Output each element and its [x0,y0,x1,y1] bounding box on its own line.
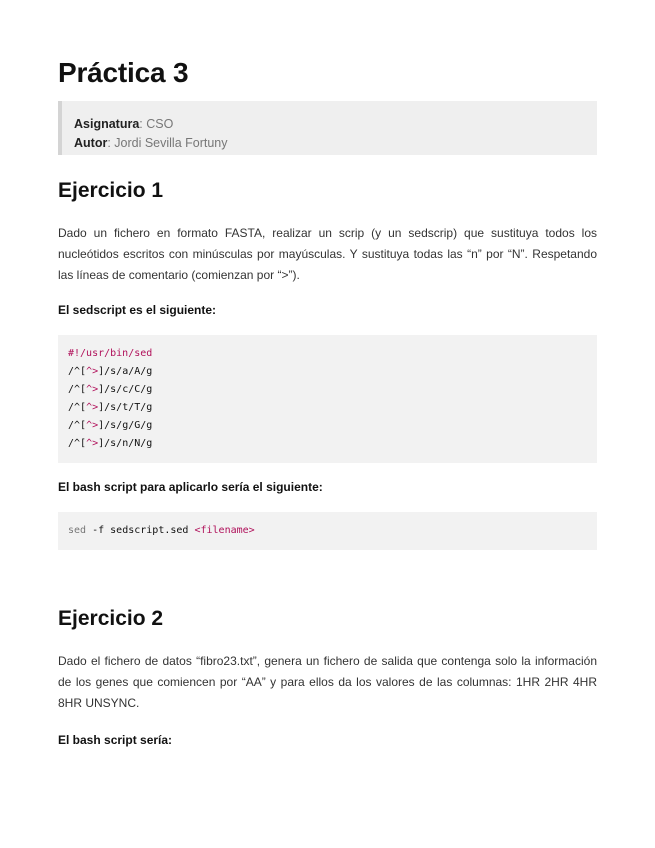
author-label: Autor [74,136,108,150]
bash-file: sedscript.sed [110,525,189,536]
bash-flag: -f [86,525,111,536]
subject-value: : CSO [139,117,174,131]
exercise2-description: Dado el fichero de datos “fibro23.txt”, genera un fichero de salida que contenga solo la información de los genes que comiencen por “AA” y para ellos da los valores de las columnas: 1HR 2HR 4HR 8HR UNSYNC. [58,654,597,710]
bash-script-label: El bash script para aplicarlo sería el siguiente: [58,480,323,494]
exercise2-bash-label: El bash script sería: [58,733,173,747]
subject-line [74,115,585,134]
exercise2-heading: Ejercicio 2 [58,607,164,630]
sedscript-line: /^[^>]/s/g/G/g [68,420,153,431]
exercise1-description: Dado un fichero en formato FASTA, realizar un scrip (y un sedscrip) que sustituya todos los nucleótidos escritos con minúsculas por mayúsculas. Y sustituya todas las “n” por “N”. Respetando las líneas de comentario (comienzan por “>”). [58,226,597,282]
sedscript-line: /^[^>]/s/n/N/g [68,438,153,449]
page-title: Práctica 3 [58,57,189,88]
subject-label: Asignatura [74,117,140,131]
metadata-block [58,101,597,155]
author-value: : Jordi Sevilla Fortuny [107,136,228,150]
sedscript-line: /^[^>]/s/t/T/g [68,402,153,413]
exercise1-heading: Ejercicio 1 [58,179,164,202]
bash-argument: <filename> [194,525,255,536]
sedscript-shebang: #!/usr/bin/sed [68,348,153,359]
sedscript-line: /^[^>]/s/c/C/g [68,384,153,395]
bash-code-block [58,512,597,550]
bash-command: sed [68,525,87,536]
author-line [74,134,585,153]
sedscript-code-block [58,335,597,463]
sedscript-label: El sedscript es el siguiente: [58,303,217,317]
sedscript-line: /^[^>]/s/a/A/g [68,366,153,377]
